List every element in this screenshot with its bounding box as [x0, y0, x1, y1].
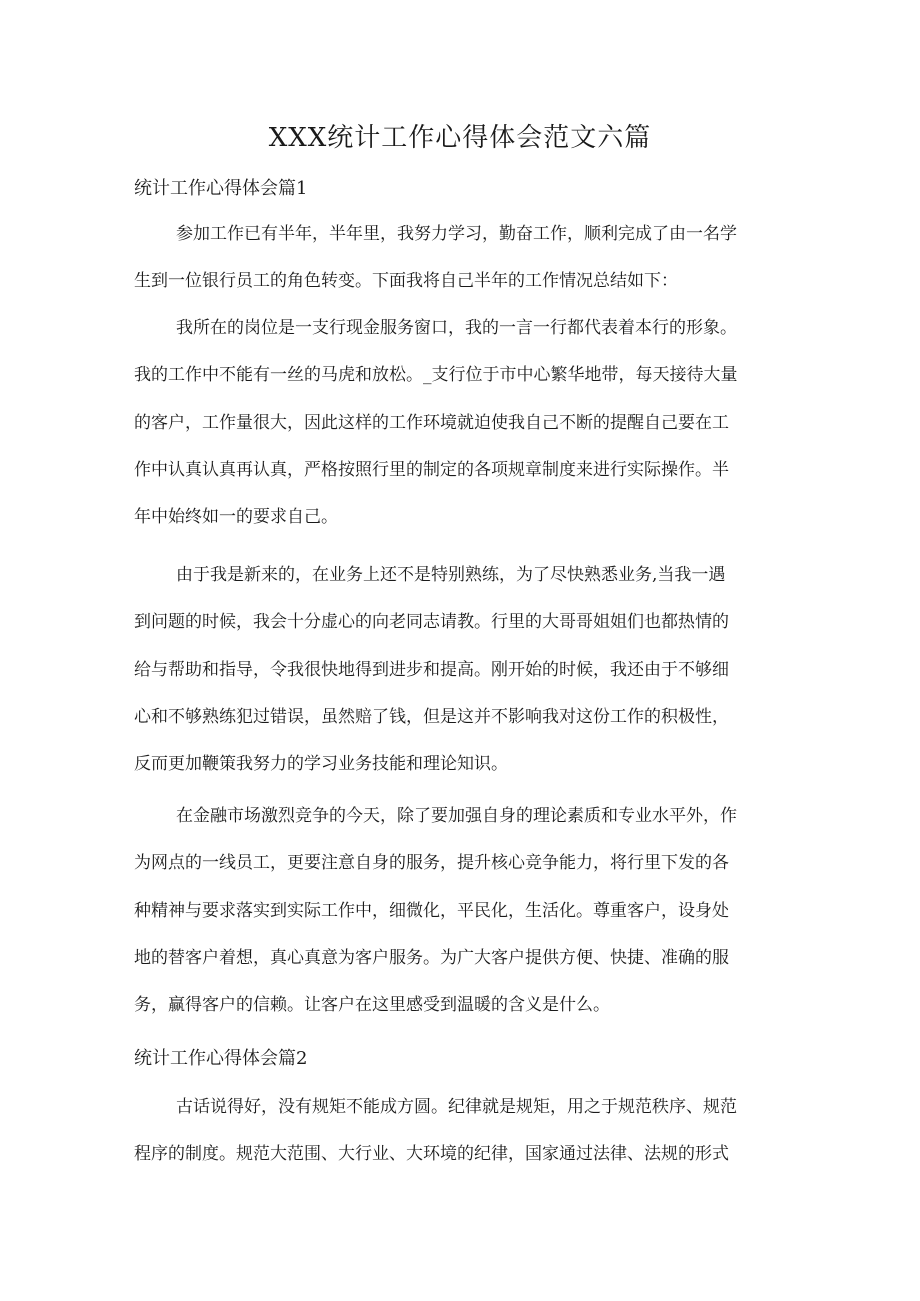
paragraph-line: 参加工作已有半年，半年里，我努力学习，勤奋工作，顺利完成了由一名学: [176, 224, 737, 244]
paragraph-4: [134, 801, 794, 1037]
paragraph-line: 程序的制度。规范大范围、大行业、大环境的纪律，国家通过法律、法规的形式: [134, 1144, 729, 1165]
section-heading-1: 统计工作心得体会篇1: [134, 178, 308, 199]
paragraph-line: 反而更加鞭策我努力的学习业务技能和理论知识。: [134, 754, 508, 775]
paragraph-1: [134, 219, 794, 314]
paragraph-line: 心和不够熟练犯过错误，虽然赔了钱，但是这并不影响我对这份工作的积极性，: [134, 706, 729, 727]
paragraph-line: 古话说得好，没有规矩不能成方圆。纪律就是规矩，用之于规范秩序、规范: [176, 1097, 737, 1117]
paragraph-line: 到问题的时候，我会十分虚心的向老同志请教。行里的大哥哥姐姐们也都热情的: [134, 612, 729, 633]
paragraph-line: 作中认真认真再认真，严格按照行里的制定的各项规章制度来进行实际操作。半: [134, 459, 729, 480]
paragraph-line: 年中始终如一的要求自己。: [134, 507, 338, 528]
paragraph-line: 务，赢得客户的信赖。让客户在这里感受到温暖的含义是什么。: [134, 995, 610, 1016]
paragraph-line: 地的替客户着想，真心真意为客户服务。为广大客户提供方便、快捷、准确的服: [134, 947, 729, 968]
paragraph-line: 我所在的岗位是一支行现金服务窗口，我的一言一行都代表着本行的形象。: [176, 318, 737, 338]
paragraph-line: 的客户，工作量很大，因此这样的工作环境就迫使我自己不断的提醒自己要在工: [134, 412, 729, 433]
paragraph-line: 由于我是新来的，在业务上还不是特别熟练，为了尽快熟悉业务,当我一遇: [176, 565, 726, 585]
paragraph-line: 种精神与要求落实到实际工作中，细微化，平民化，生活化。尊重客户，设身处: [134, 900, 729, 921]
paragraph-line: 为网点的一线员工，更要注意自身的服务，提升核心竞争能力，将行里下发的各: [134, 853, 729, 874]
paragraph-line: 我的工作中不能有一丝的马虎和放松。_支行位于市中心繁华地带，每天接待大量: [134, 365, 738, 386]
section-heading-2: 统计工作心得体会篇2: [134, 1048, 308, 1069]
paragraph-2: [134, 313, 794, 549]
paragraph-line: 给与帮助和指导，令我很快地得到进步和提高。刚开始的时候，我还由于不够细: [134, 659, 729, 680]
paragraph-5: [134, 1092, 794, 1187]
document-title: XXX统计工作心得体会范文六篇: [268, 123, 652, 153]
paragraph-line: 在金融市场激烈竞争的今天，除了要加强自身的理论素质和专业水平外，作: [176, 806, 737, 826]
paragraph-line: 生到一位银行员工的角色转变。下面我将自己半年的工作情况总结如下：: [134, 271, 678, 292]
paragraph-3: [134, 560, 794, 796]
